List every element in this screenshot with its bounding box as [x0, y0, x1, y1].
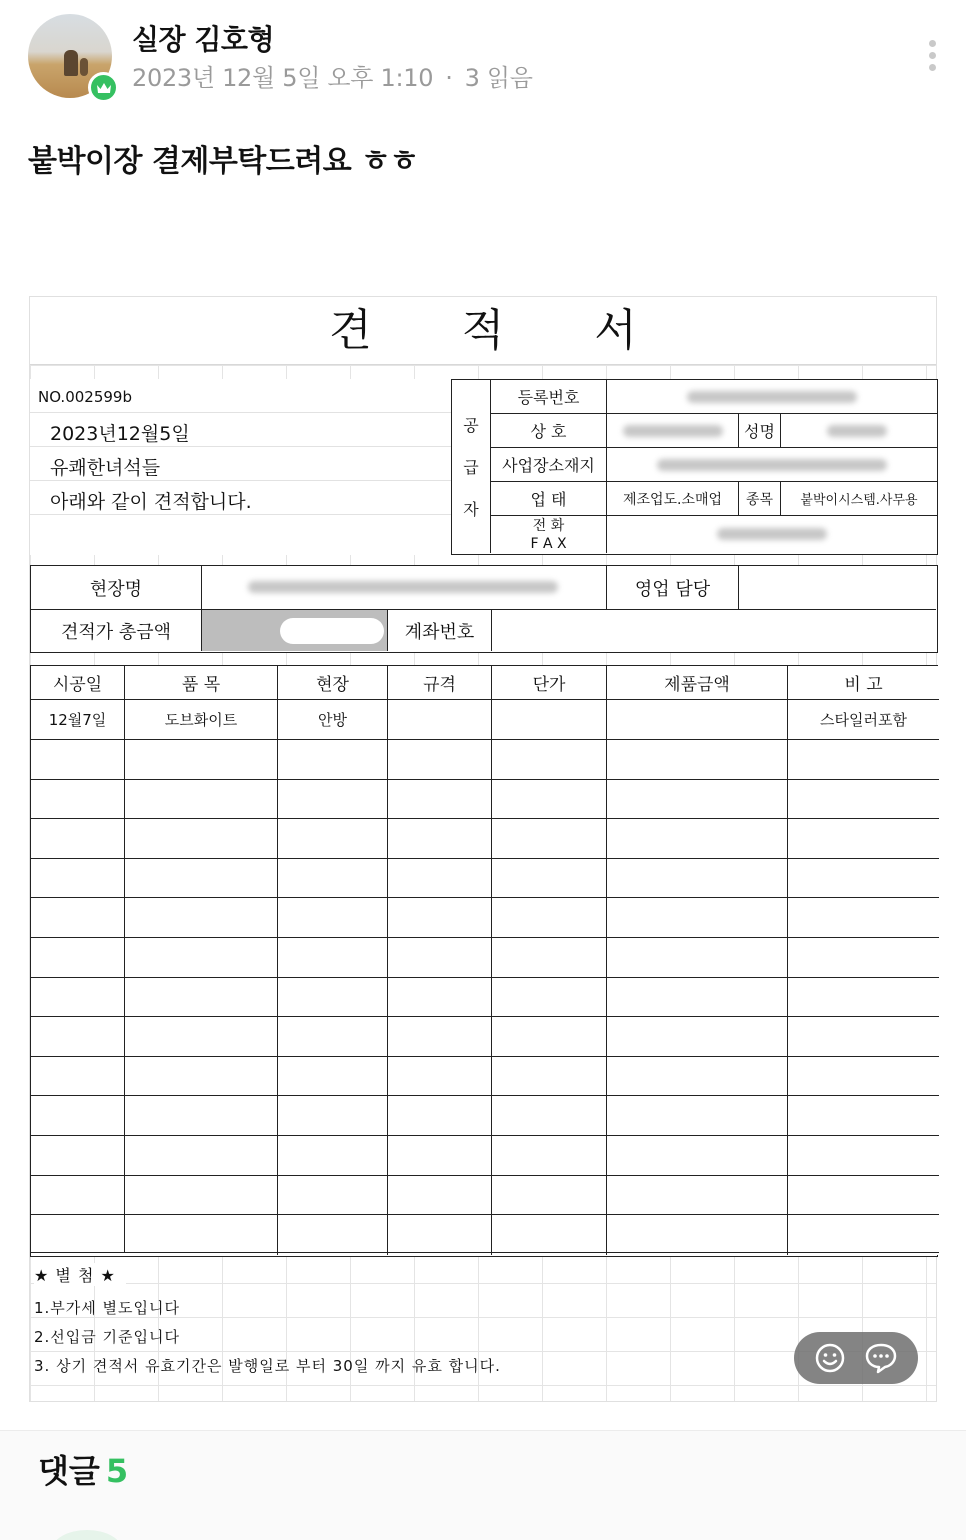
table-cell: [492, 700, 607, 740]
table-cell: [607, 1057, 788, 1097]
phone-label: 전 화: [532, 517, 565, 534]
table-cell: [788, 859, 939, 899]
table-cell: [788, 1057, 939, 1097]
table-cell: [125, 740, 278, 780]
company-value: [607, 414, 739, 448]
table-cell: [125, 978, 278, 1018]
table-cell: [31, 1096, 125, 1136]
table-cell: [388, 1096, 492, 1136]
table-cell: [607, 938, 788, 978]
item-label: 종목: [739, 482, 781, 516]
table-cell: [388, 1017, 492, 1057]
table-cell: [388, 978, 492, 1018]
table-cell: [388, 898, 492, 938]
table-cell: [278, 1215, 388, 1253]
table-cell: [278, 1057, 388, 1097]
table-cell: [788, 1096, 939, 1136]
account-value: [492, 610, 936, 651]
table-cell: [492, 1215, 607, 1253]
table-cell: 도브화이트: [125, 700, 278, 740]
table-cell: [31, 1136, 125, 1176]
table-cell: [125, 780, 278, 820]
table-cell: [788, 1176, 939, 1216]
table-cell: [125, 1176, 278, 1216]
supplier-side-label: 자: [463, 499, 479, 519]
table-cell: [278, 898, 388, 938]
read-count[interactable]: 3 읽음: [464, 64, 533, 92]
table-cell: [278, 859, 388, 899]
reg-no-value: [607, 380, 937, 414]
table-cell: [388, 780, 492, 820]
avatar-photo-figure: [80, 58, 88, 76]
notes-section: [30, 1259, 936, 1403]
doc-title: 견적서: [30, 297, 936, 365]
account-label: 계좌번호: [388, 610, 492, 651]
items-table: [30, 665, 938, 1257]
phone-value: [607, 516, 937, 553]
table-cell: [607, 1096, 788, 1136]
table-cell: [388, 1215, 492, 1253]
table-cell: [388, 1176, 492, 1216]
supplier-box: [451, 379, 938, 555]
comments-header[interactable]: [38, 1446, 128, 1492]
note-item: 1.부가세 별도입니다: [34, 1299, 181, 1317]
name-label: 성명: [739, 414, 781, 448]
table-cell: [278, 819, 388, 859]
table-cell: [31, 1176, 125, 1216]
business-type-label: 업 태: [491, 482, 607, 516]
quote-intro: 아래와 같이 견적합니다.: [50, 491, 252, 513]
company-label: 상 호: [491, 414, 607, 448]
table-cell: [31, 1057, 125, 1097]
table-cell: [31, 898, 125, 938]
notes-title: ★ 별 첨 ★: [34, 1263, 126, 1286]
table-cell: [388, 1057, 492, 1097]
total-row-label: [31, 1253, 278, 1255]
total-row-cell: [388, 1253, 492, 1255]
table-cell: [788, 780, 939, 820]
table-cell: [388, 700, 492, 740]
table-cell: [492, 1017, 607, 1057]
column-header: 품 목: [125, 666, 278, 700]
table-cell: [125, 1017, 278, 1057]
table-cell: [492, 740, 607, 780]
table-cell: [31, 819, 125, 859]
table-cell: [388, 859, 492, 899]
table-cell: [125, 898, 278, 938]
table-cell: [788, 819, 939, 859]
table-cell: [607, 819, 788, 859]
total-row-cell: [492, 1253, 607, 1255]
table-cell: [278, 740, 388, 780]
table-cell: [31, 1215, 125, 1253]
item-value: 붙박이시스템.사무용: [781, 482, 937, 516]
quote-recipient: 유쾌한녀석들: [50, 457, 161, 479]
table-cell: [31, 859, 125, 899]
table-cell: [492, 1096, 607, 1136]
site-total-box: [30, 565, 938, 653]
table-cell: [788, 1017, 939, 1057]
column-header: 제품금액: [607, 666, 788, 700]
column-header: 현장: [278, 666, 388, 700]
redaction-patch: [280, 618, 384, 644]
column-header: 규격: [388, 666, 492, 700]
table-cell: [607, 740, 788, 780]
table-cell: [31, 1017, 125, 1057]
table-cell: [278, 978, 388, 1018]
quote-number: NO.002599b: [38, 388, 132, 406]
site-label: 현장명: [31, 566, 202, 610]
quote-date: 2023년12월5일: [50, 423, 190, 445]
table-cell: [607, 1017, 788, 1057]
table-cell: [278, 1096, 388, 1136]
business-type-value: 제조업도.소매업: [607, 482, 739, 516]
sales-label: 영업 담당: [607, 566, 739, 610]
comments-bar: [0, 1430, 966, 1540]
sales-value: [739, 566, 936, 610]
table-cell: [125, 1096, 278, 1136]
table-cell: [125, 1215, 278, 1253]
table-cell: [31, 978, 125, 1018]
name-value: [781, 414, 937, 448]
table-cell: 안방: [278, 700, 388, 740]
supplier-side-label: 공: [463, 416, 479, 436]
column-header: 단가: [492, 666, 607, 700]
table-cell: [388, 819, 492, 859]
table-cell: [788, 898, 939, 938]
table-cell: [788, 1136, 939, 1176]
post-date: 2023년 12월 5일 오후 1:10: [132, 64, 434, 92]
table-cell: [492, 1176, 607, 1216]
floating-actions: [794, 1332, 918, 1384]
address-label: 사업장소재지: [491, 448, 607, 482]
column-header: 시공일: [31, 666, 125, 700]
author-name[interactable]: 실장 김호형: [132, 23, 274, 56]
separator-dot: ·: [445, 64, 453, 92]
total-row-cell: [607, 1253, 788, 1255]
table-cell: [492, 780, 607, 820]
comments-label: 댓글: [38, 1452, 100, 1490]
smile-icon[interactable]: [814, 1342, 846, 1374]
table-cell: [278, 780, 388, 820]
table-cell: [788, 978, 939, 1018]
table-cell: [492, 898, 607, 938]
table-cell: [607, 1136, 788, 1176]
table-cell: 스타일러포함: [788, 700, 939, 740]
table-cell: [278, 1136, 388, 1176]
table-cell: [388, 1136, 492, 1176]
table-cell: [492, 1057, 607, 1097]
quote-info: [30, 379, 451, 555]
table-cell: [492, 819, 607, 859]
table-cell: [607, 978, 788, 1018]
avatar-photo-figure: [64, 50, 78, 76]
total-row-cell: [278, 1253, 388, 1255]
table-cell: [607, 1215, 788, 1253]
table-cell: [31, 740, 125, 780]
table-cell: [607, 898, 788, 938]
table-cell: [31, 938, 125, 978]
table-cell: [125, 1136, 278, 1176]
table-cell: [492, 938, 607, 978]
total-value: [202, 610, 388, 651]
table-cell: [278, 938, 388, 978]
table-cell: [788, 938, 939, 978]
more-vertical-icon[interactable]: [926, 40, 938, 76]
comments-count: 5: [105, 1452, 129, 1490]
table-cell: [388, 938, 492, 978]
table-cell: [788, 1215, 939, 1253]
crown-icon: [88, 72, 119, 103]
fax-label: F A X: [530, 535, 567, 552]
supplier-side-label: 급: [463, 457, 479, 477]
post-text: 붙박이장 결제부탁드려요 ㅎㅎ: [28, 144, 419, 179]
reg-no-label: 등록번호: [491, 380, 607, 414]
table-cell: [125, 1057, 278, 1097]
table-cell: 12월7일: [31, 700, 125, 740]
table-cell: [492, 859, 607, 899]
table-cell: [607, 859, 788, 899]
table-cell: [607, 780, 788, 820]
table-cell: [607, 700, 788, 740]
site-value: [202, 566, 607, 610]
table-cell: [492, 978, 607, 1018]
table-cell: [125, 859, 278, 899]
table-cell: [125, 938, 278, 978]
table-cell: [125, 819, 278, 859]
total-row-cell: [788, 1253, 939, 1255]
table-cell: [788, 740, 939, 780]
table-cell: [31, 780, 125, 820]
note-item: 2.선입금 기준입니다: [34, 1328, 181, 1346]
table-cell: [388, 740, 492, 780]
total-label: 견적가 총금액: [31, 610, 202, 651]
table-cell: [492, 1136, 607, 1176]
address-value: [607, 448, 937, 482]
table-cell: [278, 1017, 388, 1057]
attached-quote-image[interactable]: [29, 296, 937, 1402]
note-item: 3. 상기 견적서 유효기간은 발행일로 부터 30일 까지 유효 합니다.: [34, 1357, 501, 1375]
table-cell: [607, 1176, 788, 1216]
table-cell: [278, 1176, 388, 1216]
post-meta: [132, 58, 533, 93]
chat-icon[interactable]: [864, 1342, 896, 1374]
column-header: 비 고: [788, 666, 939, 700]
